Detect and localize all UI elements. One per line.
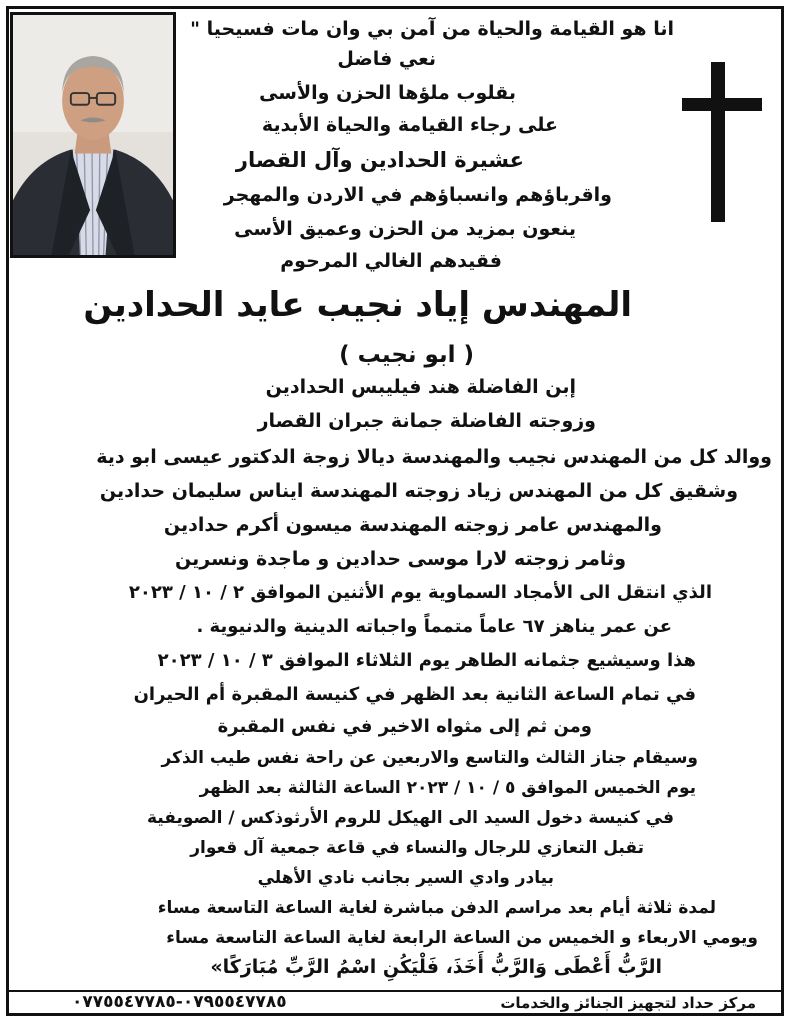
condolence-line: تقبل التعازي للرجال والنساء في قاعة جمعية آل قعوار <box>190 838 644 858</box>
intro-line: على رجاء القيامة والحياة الأبدية <box>261 114 558 136</box>
closing-verse: الرَّبُّ أَعْطَى وَالرَّبُّ أَخَذَ، فَلْيَكُنِ اسْمُ الرَّبِّ مُبَارَكًا» <box>210 956 662 978</box>
memorial-date-line: يوم الخميس الموافق ٥ / ١٠ / ٢٠٢٣ الساعة الثالثة بعد الظهر <box>199 778 696 798</box>
family-name: عشيرة الحدادين وآل القصار <box>235 148 524 172</box>
relation-line: إبن الفاضلة هند فيليبس الحدادين <box>265 376 576 398</box>
deceased-nickname: ( ابو نجيب ) <box>339 342 474 368</box>
relation-line: ووالد كل من المهندس نجيب والمهندسة ديالا زوجة الدكتور عيسى ابو دية <box>96 446 772 468</box>
intro-line: فقيدهم الغالي المرحوم <box>280 250 502 272</box>
burial-line: ومن ثم إلى مثواه الاخير في نفس المقبرة <box>217 716 592 737</box>
memorial-church-line: في كنيسة دخول السيد الى الهيكل للروم الأرثوذكس / الصويفية <box>146 808 674 828</box>
relation-line: وثامر زوجته لارا موسى حدادين و ماجدة ونسرين <box>175 548 626 570</box>
age-line: عن عمر يناهز ٦٧ عاماً متمماً واجباته الدينية والدنيوية . <box>196 616 672 637</box>
relation-line: وشقيق كل من المهندس زياد زوجته المهندسة ايناس سليمان حدادين <box>99 480 738 502</box>
funeral-date-line: هذا وسيشيع جثمانه الطاهر يوم الثلاثاء الموافق ٣ / ١٠ / ٢٠٢٣ <box>157 650 696 671</box>
intro-line: واقرباؤهم وانسباؤهم في الاردن والمهجر <box>223 184 612 206</box>
death-date-line: الذي انتقل الى الأمجاد السماوية يوم الأثنين الموافق ٢ / ١٠ / ٢٠٢٣ <box>128 582 712 603</box>
condolence-duration-line: لمدة ثلاثة أيام بعد مراسم الدفن مباشرة لغاية الساعة التاسعة مساء <box>157 898 716 918</box>
notice-heading: نعي فاضل <box>337 48 436 70</box>
memorial-line: وسيقام جناز الثالث والتاسع والاربعين عن راحة نفس طيب الذكر <box>161 748 698 768</box>
footer-phones: ٠٧٩٥٥٤٧٧٨٥-٠٧٧٥٥٤٧٧٨٥ <box>72 992 287 1012</box>
deceased-name: المهندس إياد نجيب عايد الحدادين <box>83 285 632 325</box>
intro-line: بقلوب ملؤها الحزن والأسى <box>259 82 516 104</box>
funeral-time-line: في تمام الساعة الثانية بعد الظهر في كنيسة المقبرة أم الحيران <box>133 684 696 705</box>
footer-sponsor: مركز حداد لتجهيز الجنائز والخدمات <box>500 994 756 1012</box>
verse-line: انا هو القيامة والحياة من آمن بي وان مات فسيحيا " <box>190 18 674 40</box>
relation-line: والمهندس عامر زوجته المهندسة ميسون أكرم حدادين <box>163 514 662 536</box>
condolence-days-line: ويومي الاربعاء و الخميس من الساعة الرابعة لغاية الساعة التاسعة مساء <box>166 928 758 948</box>
intro-line: ينعون بمزيد من الحزن وعميق الأسى <box>234 218 576 240</box>
relation-line: وزوجته الفاضلة جمانة جبران القصار <box>257 410 596 432</box>
condolence-location-line: بيادر وادي السير بجانب نادي الأهلي <box>257 868 554 888</box>
